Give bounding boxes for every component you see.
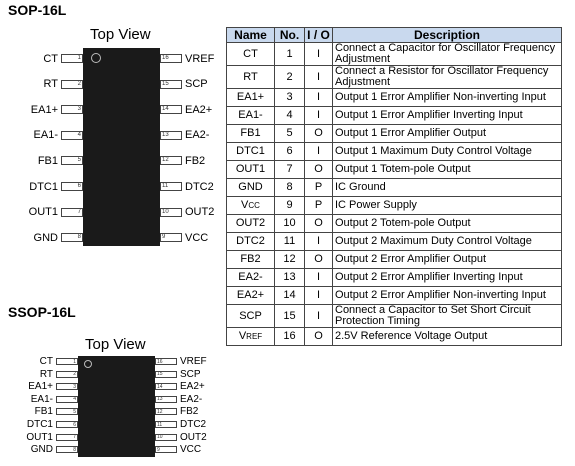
cell-name-text: FB2 bbox=[240, 253, 261, 265]
cell-io: I bbox=[305, 43, 333, 66]
ssop16-pin-label-left-5: FB1 bbox=[34, 406, 53, 418]
cell-name-text: EA1+ bbox=[236, 91, 265, 103]
cell-name-text: OUT2 bbox=[235, 217, 266, 229]
cell-number: 9 bbox=[275, 197, 305, 215]
ssop16-pin-label-left-7: OUT1 bbox=[26, 431, 53, 443]
sop16-pin-label-left-8: GND bbox=[33, 231, 58, 244]
sop16-pin-label-right-7: OUT2 bbox=[185, 206, 215, 219]
cell-number: 16 bbox=[275, 328, 305, 346]
cell-io: O bbox=[305, 161, 333, 179]
ssop16-heading: SSOP-16L bbox=[8, 304, 76, 320]
cell-description: Connect a Capacitor for Oscillator Frequency Adjustment bbox=[333, 43, 562, 66]
ssop16-pin-label-right-3: EA2+ bbox=[180, 381, 205, 393]
sop16-pin-right-2: 15 bbox=[160, 80, 182, 89]
cell-number: 4 bbox=[275, 107, 305, 125]
ssop16-pin-label-left-6: DTC1 bbox=[26, 419, 53, 430]
cell-name-text: OUT1 bbox=[235, 163, 266, 175]
cell-name-text: DTC1 bbox=[236, 145, 265, 157]
cell-description: Output 2 Error Amplifier Non-inverting Input bbox=[333, 287, 562, 305]
cell-number: 7 bbox=[275, 161, 305, 179]
cell-name-text: V bbox=[238, 330, 247, 342]
sop16-pin-label-right-8: VCC bbox=[185, 231, 209, 244]
sop16-pin-right-4: 13 bbox=[160, 131, 182, 140]
cell-name bbox=[227, 269, 275, 287]
cell-name bbox=[227, 89, 275, 107]
ssop16-pin-left-8: 8 bbox=[56, 446, 78, 453]
cell-io: P bbox=[305, 179, 333, 197]
ssop16-pin-left-7: 7 bbox=[56, 434, 78, 441]
cell-name-text: EA2+ bbox=[236, 289, 265, 301]
cell-number: 14 bbox=[275, 287, 305, 305]
cell-number: 1 bbox=[275, 43, 305, 66]
ssop16-pin-label-left-1: CT bbox=[39, 356, 53, 367]
ssop16-pin-left-4: 4 bbox=[56, 396, 78, 403]
cell-io: I bbox=[305, 269, 333, 287]
ssop16-pin-left-1: 1 bbox=[56, 358, 78, 365]
table-row bbox=[227, 66, 562, 89]
cell-name bbox=[227, 66, 275, 89]
table-row bbox=[227, 43, 562, 66]
cell-name bbox=[227, 233, 275, 251]
cell-name bbox=[227, 43, 275, 66]
cell-io: I bbox=[305, 143, 333, 161]
pin-description-table bbox=[226, 27, 562, 346]
table-header-row bbox=[227, 28, 562, 43]
cell-name-text: EA1- bbox=[238, 109, 263, 121]
table-row bbox=[227, 287, 562, 305]
cell-name-text: SCP bbox=[239, 309, 262, 322]
cell-io: O bbox=[305, 328, 333, 346]
ssop16-chip-body bbox=[78, 356, 155, 457]
ssop16-pin-label-right-8: VCC bbox=[180, 444, 202, 456]
cell-description: Output 1 Maximum Duty Control Voltage bbox=[333, 143, 562, 161]
cell-name bbox=[227, 287, 275, 305]
cell-name bbox=[227, 125, 275, 143]
sop16-pin-left-6: 6 bbox=[61, 182, 83, 191]
ssop16-pin-left-2: 2 bbox=[56, 371, 78, 378]
cell-name-text: RT bbox=[243, 70, 258, 83]
cell-name-text: GND bbox=[238, 181, 263, 193]
cell-name-text: CT bbox=[243, 47, 258, 60]
sop16-pin-label-right-2: SCP bbox=[185, 78, 208, 91]
cell-name bbox=[227, 215, 275, 233]
cell-number: 13 bbox=[275, 269, 305, 287]
sop16-pin-label-right-6: DTC2 bbox=[185, 180, 214, 193]
ssop16-pin-left-6: 6 bbox=[56, 421, 78, 428]
header-description: Description bbox=[333, 28, 562, 43]
table-row bbox=[227, 233, 562, 251]
cell-name bbox=[227, 179, 275, 197]
cell-name-text: DTC2 bbox=[236, 235, 265, 247]
table-row bbox=[227, 269, 562, 287]
cell-description: Output 2 Error Amplifier Inverting Input bbox=[333, 269, 562, 287]
sop16-pin-label-right-1: VREF bbox=[185, 52, 215, 65]
cell-number: 11 bbox=[275, 233, 305, 251]
sop16-pin-left-2: 2 bbox=[61, 80, 83, 89]
ssop16-pin-left-3: 3 bbox=[56, 383, 78, 390]
sop16-pin-right-5: 12 bbox=[160, 156, 182, 165]
cell-name bbox=[227, 197, 275, 215]
cell-name bbox=[227, 161, 275, 179]
ssop16-pin-label-left-4: EA1- bbox=[30, 393, 53, 405]
cell-description: IC Power Supply bbox=[333, 197, 562, 215]
sop16-pin-right-3: 14 bbox=[160, 105, 182, 114]
ssop16-pin-label-right-4: EA2- bbox=[180, 393, 203, 405]
cell-name-text: FB1 bbox=[240, 127, 261, 139]
sop16-pin-left-3: 3 bbox=[61, 105, 83, 114]
sop16-pin-label-left-4: EA1- bbox=[33, 129, 58, 142]
ssop16-pin-right-4: 13 bbox=[155, 396, 177, 403]
sop16-pin-label-left-6: DTC1 bbox=[29, 180, 58, 193]
ssop16-top-view-title: Top View bbox=[85, 336, 146, 353]
cell-description: Output 1 Error Amplifier Output bbox=[333, 125, 562, 143]
cell-name-text: EA2- bbox=[238, 271, 263, 283]
sop16-pin-label-left-5: FB1 bbox=[37, 154, 58, 167]
ssop16-pin-label-right-5: FB2 bbox=[180, 406, 199, 418]
cell-number: 10 bbox=[275, 215, 305, 233]
cell-description: Connect a Resistor for Oscillator Frequency Adjustment bbox=[333, 66, 562, 89]
cell-io: I bbox=[305, 89, 333, 107]
cell-number: 2 bbox=[275, 66, 305, 89]
table-row bbox=[227, 125, 562, 143]
ssop16-pin-right-7: 10 bbox=[155, 434, 177, 441]
table-row bbox=[227, 197, 562, 215]
cell-name bbox=[227, 143, 275, 161]
ssop16-pin1-marker-icon bbox=[84, 360, 92, 368]
sop16-top-view-title: Top View bbox=[90, 26, 151, 43]
cell-name-text: V bbox=[241, 199, 249, 211]
table-row bbox=[227, 251, 562, 269]
header-no: No. bbox=[275, 28, 305, 43]
table-row bbox=[227, 215, 562, 233]
cell-description: Output 1 Totem-pole Output bbox=[333, 161, 562, 179]
sop16-pin-left-5: 5 bbox=[61, 156, 83, 165]
cell-description: Output 2 Error Amplifier Output bbox=[333, 251, 562, 269]
cell-io: P bbox=[305, 197, 333, 215]
cell-io: O bbox=[305, 251, 333, 269]
cell-io: I bbox=[305, 66, 333, 89]
cell-number: 6 bbox=[275, 143, 305, 161]
sop16-heading: SOP-16L bbox=[8, 2, 67, 18]
sop16-pin-label-left-2: RT bbox=[43, 78, 58, 91]
table-row bbox=[227, 161, 562, 179]
sop16-pin-left-7: 7 bbox=[61, 208, 83, 217]
ssop16-pin-label-left-2: RT bbox=[39, 368, 53, 380]
ssop16-pin-label-right-6: DTC2 bbox=[180, 419, 207, 430]
sop16-pin-right-7: 10 bbox=[160, 208, 182, 217]
sop16-pin-left-8: 8 bbox=[61, 233, 83, 242]
cell-io: O bbox=[305, 125, 333, 143]
cell-name-subscript: REF bbox=[246, 332, 263, 341]
sop16-pin-label-left-7: OUT1 bbox=[28, 206, 58, 219]
cell-description: Connect a Capacitor to Set Short Circuit Protection Timing bbox=[333, 305, 562, 328]
sop16-pin-left-4: 4 bbox=[61, 131, 83, 140]
cell-number: 12 bbox=[275, 251, 305, 269]
cell-description: Output 2 Maximum Duty Control Voltage bbox=[333, 233, 562, 251]
ssop16-pin-right-6: 11 bbox=[155, 421, 177, 428]
cell-io: I bbox=[305, 233, 333, 251]
cell-io: O bbox=[305, 215, 333, 233]
cell-io: I bbox=[305, 305, 333, 328]
cell-description: Output 1 Error Amplifier Non-inverting Input bbox=[333, 89, 562, 107]
cell-description: IC Ground bbox=[333, 179, 562, 197]
sop16-pin-label-left-1: CT bbox=[43, 52, 58, 65]
ssop16-pin-label-left-3: EA1+ bbox=[28, 381, 53, 393]
sop16-pin-label-right-3: EA2+ bbox=[185, 103, 213, 116]
cell-name bbox=[227, 251, 275, 269]
sop16-pin-right-8: 9 bbox=[160, 233, 182, 242]
cell-number: 5 bbox=[275, 125, 305, 143]
ssop16-pin-label-right-1: VREF bbox=[180, 356, 207, 367]
table-body bbox=[227, 43, 562, 346]
ssop16-pin-right-2: 15 bbox=[155, 371, 177, 378]
cell-number: 15 bbox=[275, 305, 305, 328]
cell-name-subscript: CC bbox=[248, 201, 260, 210]
sop16-pin-label-right-5: FB2 bbox=[185, 154, 206, 167]
table-row bbox=[227, 107, 562, 125]
ssop16-pin-label-right-7: OUT2 bbox=[180, 431, 207, 443]
cell-io: I bbox=[305, 287, 333, 305]
table-row bbox=[227, 143, 562, 161]
header-name: Name bbox=[227, 28, 275, 43]
header-io: I / O bbox=[305, 28, 333, 43]
cell-name bbox=[227, 107, 275, 125]
cell-number: 8 bbox=[275, 179, 305, 197]
cell-description: 2.5V Reference Voltage Output bbox=[333, 328, 562, 346]
cell-io: I bbox=[305, 107, 333, 125]
table-row bbox=[227, 305, 562, 328]
ssop16-pin-left-5: 5 bbox=[56, 408, 78, 415]
sop16-pin-right-6: 11 bbox=[160, 182, 182, 191]
cell-name bbox=[227, 328, 275, 346]
sop16-pin1-marker-icon bbox=[91, 53, 101, 63]
ssop16-pin-right-1: 16 bbox=[155, 358, 177, 365]
ssop16-pin-right-3: 14 bbox=[155, 383, 177, 390]
sop16-pin-label-left-3: EA1+ bbox=[30, 103, 58, 116]
ssop16-pin-label-right-2: SCP bbox=[180, 368, 201, 380]
cell-description: Output 1 Error Amplifier Inverting Input bbox=[333, 107, 562, 125]
cell-name bbox=[227, 305, 275, 328]
ssop16-pin-label-left-8: GND bbox=[30, 444, 53, 456]
ssop16-pin-right-8: 9 bbox=[155, 446, 177, 453]
cell-number: 3 bbox=[275, 89, 305, 107]
table-row bbox=[227, 328, 562, 346]
sop16-pin-right-1: 16 bbox=[160, 54, 182, 63]
sop16-chip-body bbox=[83, 48, 160, 246]
ssop16-pin-right-5: 12 bbox=[155, 408, 177, 415]
sop16-pin-label-right-4: EA2- bbox=[185, 129, 210, 142]
table-row bbox=[227, 179, 562, 197]
sop16-pin-left-1: 1 bbox=[61, 54, 83, 63]
table-row bbox=[227, 89, 562, 107]
cell-description: Output 2 Totem-pole Output bbox=[333, 215, 562, 233]
